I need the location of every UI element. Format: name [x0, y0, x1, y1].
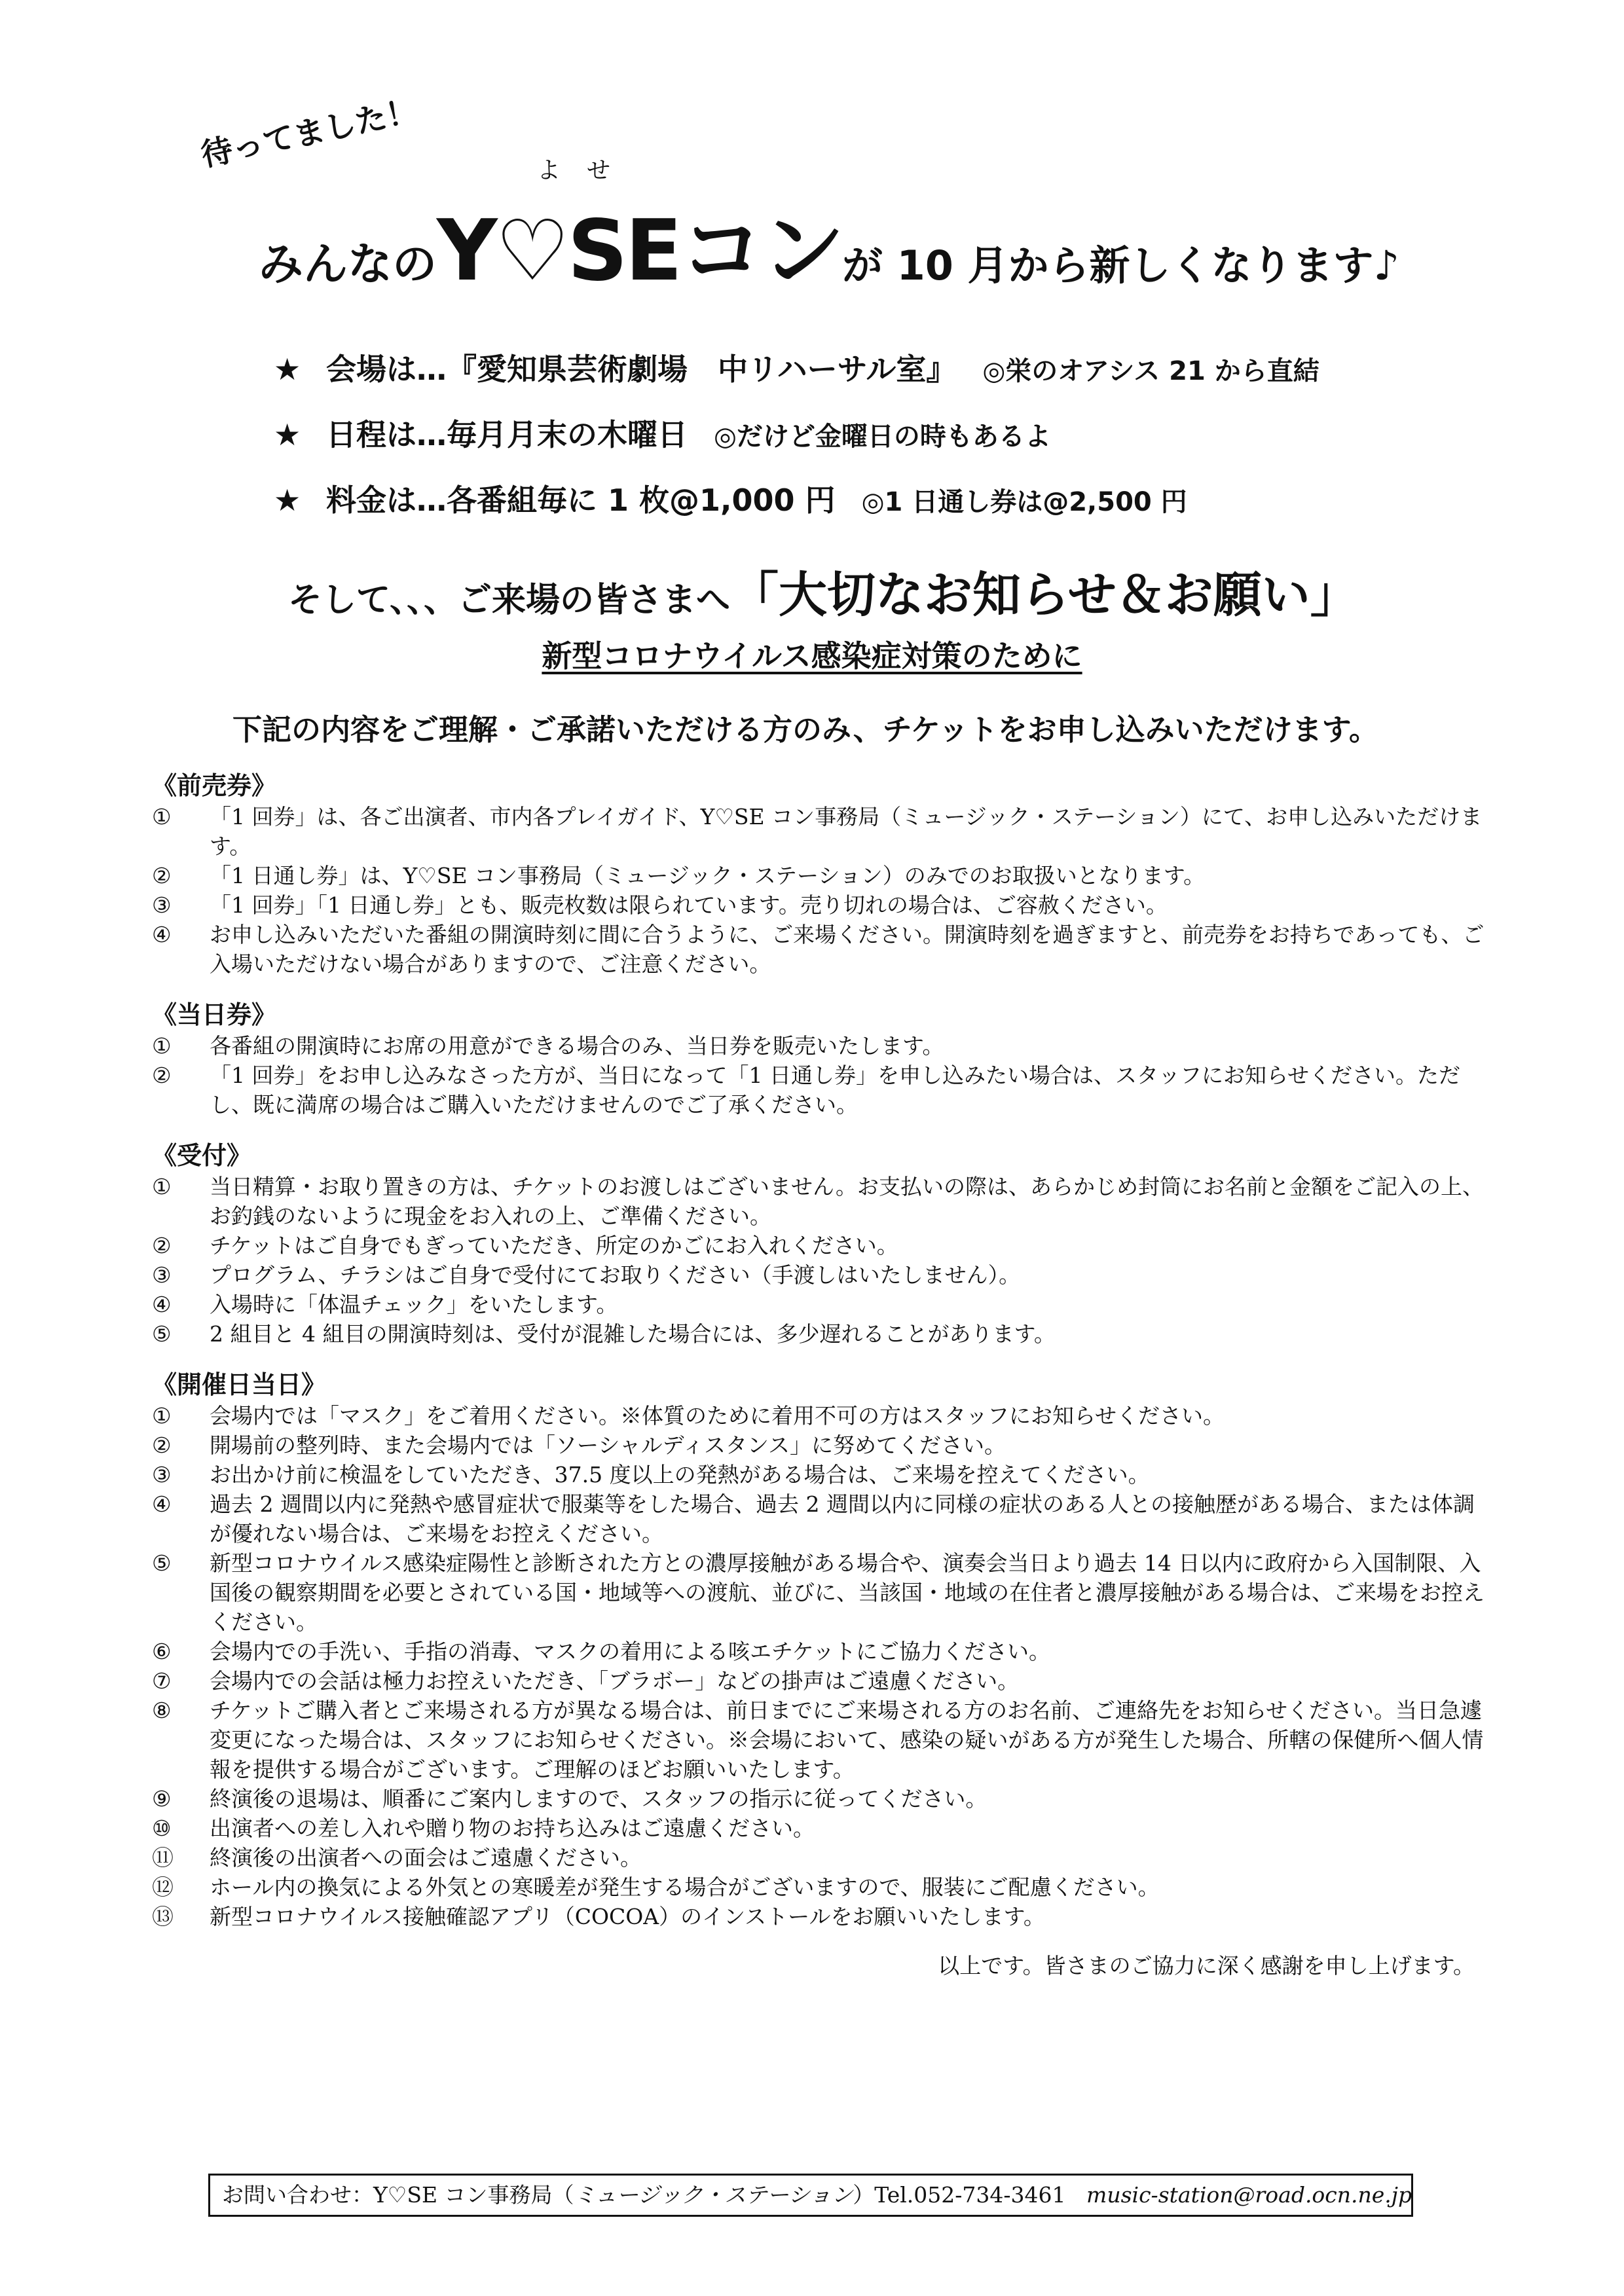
item-number: ⑤	[152, 1550, 172, 1576]
item-text: 各番組の開演時にお席の用意ができる場合のみ、当日券を販売いたします。	[210, 1033, 944, 1059]
notice-sections	[152, 769, 1488, 1980]
item-number: ①	[152, 1403, 172, 1429]
item-number: ②	[152, 863, 172, 888]
notice-lead: そして、、、ご来場の皆さまへ	[288, 581, 730, 620]
list-item	[152, 1172, 1488, 1231]
intro-text: 下記の内容をご理解・ご承諾いただける方のみ、チケットをお申し込みいただけます。	[232, 712, 1379, 747]
item-number: ⑤	[152, 1321, 172, 1347]
headline-ruby: よせ	[537, 157, 637, 184]
notice-section	[152, 1368, 1488, 1931]
item-number: ①	[152, 1033, 172, 1059]
star-icon: ★	[274, 352, 301, 387]
contact-org: ミュージック・ステーション	[574, 2182, 853, 2208]
list-item	[152, 1231, 1488, 1260]
list-item	[152, 1902, 1488, 1931]
contact-label: お問い合わせ：Y♡SE コン事務局（	[222, 2182, 574, 2208]
item-text: 終演後の退場は、順番にご案内しますので、スタッフの指示に従ってください。	[210, 1786, 987, 1812]
item-number: ②	[152, 1063, 172, 1088]
list-item	[152, 1784, 1488, 1813]
tagline: 待ってました！	[198, 92, 421, 174]
list-item	[152, 1843, 1488, 1872]
item-number: ⑥	[152, 1639, 172, 1664]
headline	[259, 183, 1411, 300]
headline-suffix: が 10 月から新しくなります♪	[842, 242, 1400, 289]
contact-email: music-station@road.ocn.ne.jp	[1086, 2182, 1412, 2208]
item-number: ②	[152, 1432, 172, 1458]
item-number: ⑦	[152, 1668, 172, 1694]
list-item	[152, 1460, 1488, 1489]
notice-section	[152, 1139, 1488, 1349]
item-text: チケットご購入者とご来場される方が異なる場合は、前日までにご来場される方のお名前、ご連絡先をお知らせください。当日急遽変更になった場合は、スタッフにお知らせください。※会場において、感染の疑いがある方が発生した場合、所轄の保健所へ個人情報を提供する場合がございます。ご理解のほどお願いいたします。	[210, 1698, 1484, 1782]
list-item	[152, 1489, 1488, 1548]
closing-text: 以上です。皆さまのご協力に深く感謝を申し上げます。	[938, 1953, 1475, 1978]
item-number: ①	[152, 1174, 172, 1199]
item-number: ③	[152, 1462, 172, 1487]
list-item	[152, 1260, 1488, 1290]
item-text: 過去 2 週間以内に発熱や感冒症状で服薬等をした場合、過去 2 週間以内に同様の症状のある人との接触歴がある場合、または体調が優れない場合は、ご来場をお控えください。	[210, 1491, 1475, 1546]
item-text: 会場内での会話は極力お控えいただき、「ブラボー」などの掛声はご遠慮ください。	[210, 1668, 1020, 1694]
item-text: 「1 回券」をお申し込みなさった方が、当日になって「1 日通し券」を申し込みたい場合は、スタッフにお知らせください。ただし、既に満席の場合はご購入いただけませんのでご了承ください。	[210, 1063, 1460, 1118]
list-item	[152, 1666, 1488, 1696]
headline-brand: Y♡SEコン	[437, 202, 843, 300]
list-item	[152, 1637, 1488, 1666]
item-text: 開場前の整列時、また会場内では「ソーシャルディスタンス」に努めてください。	[210, 1432, 1006, 1458]
contact-tel: ）Tel.052-734-3461	[853, 2182, 1066, 2208]
star-icon: ★	[274, 483, 301, 518]
info-schedule	[274, 411, 1354, 454]
section-title: 《開催日当日》	[152, 1370, 327, 1399]
list-item	[152, 920, 1488, 979]
item-text: 当日精算・お取り置きの方は、チケットのお渡しはございません。お支払いの際は、あらかじめ封筒にお名前と金額をご記入の上、お釣銭のないように現金をお入れの上、ご準備ください。	[210, 1174, 1485, 1229]
list-item	[152, 890, 1488, 920]
star-icon: ★	[274, 417, 301, 452]
list-item	[152, 1061, 1488, 1120]
notice-section	[152, 998, 1488, 1120]
section-title: 《当日券》	[152, 1000, 277, 1029]
info-venue	[274, 346, 1354, 389]
item-number: ⑩	[152, 1815, 172, 1841]
headline-prefix: みんなの	[259, 239, 437, 291]
venue-note: ◎栄のオアシス 21 から直結	[982, 356, 1320, 386]
list-item	[152, 1401, 1488, 1430]
corona-subtitle	[0, 632, 1624, 676]
item-text: 会場内での手洗い、手指の消毒、マスクの着用による咳エチケットにご協力ください。	[210, 1639, 1051, 1664]
item-text: お出かけ前に検温をしていただき、37.5 度以上の発熱がある場合は、ご来場を控えてください。	[210, 1462, 1150, 1487]
item-text: 「1 回券」は、各ご出演者、市内各プレイガイド、Y♡SE コン事務局（ミュージック・ステーション）にて、お申し込みいただけます。	[210, 804, 1483, 859]
item-text: 2 組目と 4 組目の開演時刻は、受付が混雑した場合には、多少遅れることがあります。	[210, 1321, 1056, 1347]
list-item	[152, 861, 1488, 890]
notice-heading	[288, 556, 1359, 626]
schedule-label: 日程は…毎月月末の木曜日	[326, 417, 688, 452]
list-item	[152, 1696, 1488, 1784]
item-text: 入場時に「体温チェック」をいたします。	[210, 1292, 618, 1317]
item-number: ⑪	[152, 1845, 174, 1870]
item-number: ③	[152, 892, 172, 918]
section-title: 《前売券》	[152, 771, 277, 800]
fee-note: ◎1 日通し券は@2,500 円	[861, 487, 1187, 517]
item-text: 新型コロナウイルス接触確認アプリ（COCOA）のインストールをお願いいたします。	[210, 1904, 1045, 1929]
notice-title: 「大切なお知らせ＆お願い」	[729, 567, 1359, 623]
contact-box	[208, 2174, 1413, 2217]
venue-label: 会場は…『愛知県芸術劇場 中リハーサル室』	[326, 352, 957, 387]
item-text: お申し込みいただいた番組の開演時刻に間に合うように、ご来場ください。開演時刻を過ぎますと、前売券をお持ちであっても、ご入場いただけない場合がありますので、ご注意ください。	[210, 922, 1485, 977]
list-item	[152, 1319, 1488, 1349]
item-text: 「1 回券」「1 日通し券」とも、販売枚数は限られています。売り切れの場合は、ご容赦ください。	[210, 892, 1168, 918]
list-item	[152, 802, 1488, 861]
fee-label: 料金は…各番組毎に 1 枚@1,000 円	[326, 483, 836, 518]
list-item	[152, 1548, 1488, 1637]
item-number: ④	[152, 1292, 172, 1317]
item-text: 出演者への差し入れや贈り物のお持ち込みはご遠慮ください。	[210, 1815, 815, 1841]
item-number: ③	[152, 1262, 172, 1288]
corona-subtitle-text: 新型コロナウイルス感染症対策のために	[542, 638, 1082, 674]
item-text: プログラム、チラシはご自身で受付にてお取りください（手渡しはいたしません）。	[210, 1262, 1021, 1288]
section-title: 《受付》	[152, 1140, 252, 1170]
item-text: 終演後の出演者への面会はご遠慮ください。	[210, 1845, 642, 1870]
info-fee	[274, 477, 1354, 520]
item-number: ⑧	[152, 1698, 172, 1723]
list-item	[152, 1031, 1488, 1061]
item-text: 会場内では「マスク」をご着用ください。※体質のために着用不可の方はスタッフにお知らせください。	[210, 1403, 1225, 1429]
list-item	[152, 1813, 1488, 1843]
item-number: ⑬	[152, 1904, 174, 1929]
list-item	[152, 1290, 1488, 1319]
item-number: ②	[152, 1233, 172, 1258]
item-number: ①	[152, 804, 172, 829]
schedule-note: ◎だけど金曜日の時もあるよ	[714, 422, 1051, 452]
list-item	[152, 1872, 1488, 1902]
item-number: ④	[152, 922, 172, 947]
item-number: ④	[152, 1491, 172, 1517]
item-text: チケットはご自身でもぎっていただき、所定のかごにお入れください。	[210, 1233, 898, 1258]
item-text: ホール内の換気による外気との寒暖差が発生する場合がございますので、服装にご配慮ください。	[210, 1874, 1160, 1900]
item-number: ⑨	[152, 1786, 172, 1812]
item-text: 新型コロナウイルス感染症陽性と診断された方との濃厚接触がある場合や、演奏会当日より過去 14 日以内に政府から入国制限、入国後の観察期間を必要とされている国・地域等への渡航、並びに、当該国・地域の在住者と濃厚接触がある場合は、ご来場をお控えください。	[210, 1550, 1485, 1635]
list-item	[152, 1430, 1488, 1460]
item-number: ⑫	[152, 1874, 174, 1900]
notice-section	[152, 769, 1488, 979]
item-text: 「1 日通し券」は、Y♡SE コン事務局（ミュージック・ステーション）のみでのお取扱いとなります。	[210, 863, 1206, 888]
